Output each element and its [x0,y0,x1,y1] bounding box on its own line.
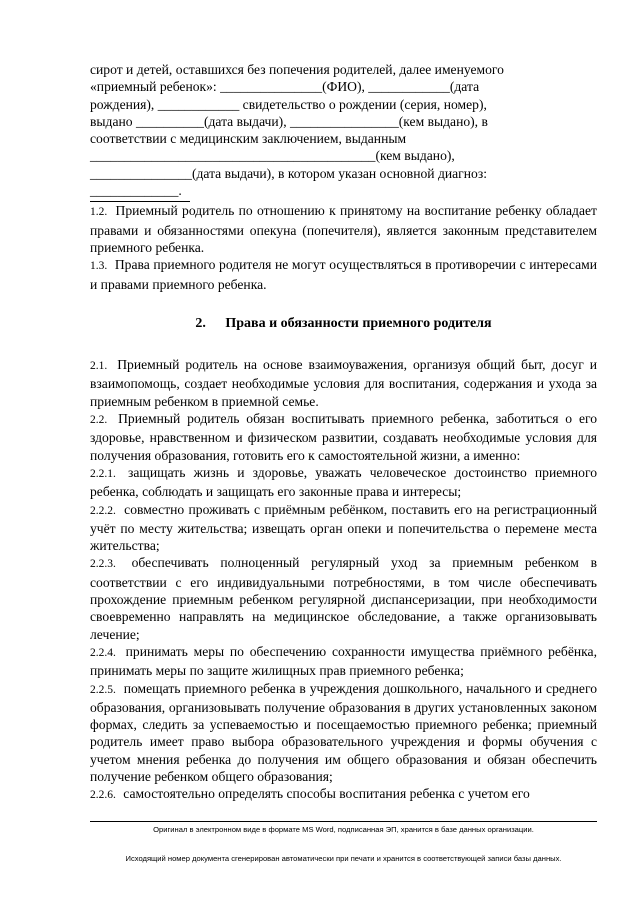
clause-number: 2.2.5. [90,683,116,696]
intro-line: выдано __________(дата выдачи), ________________(кем выдано), в [90,113,488,129]
clause-2-2-6 [90,785,597,804]
intro-line: рождения), ____________ свидетельство о рождении (серия, номер), [90,96,487,112]
clause-2-2-3 [90,554,597,642]
clause-text: Приемный родитель на основе взаимоуважения, организуя общий быт, досуг и взаимопомощь, создает необходимые условия для воспитания, содержания и ухода за приемным ребенком в приемной семье. [90,357,597,409]
clause-text: обеспечивать полноценный регулярный уход за приемным ребенком в соответствии с его индивидуальными потребностями, в том числе обеспечивать прохождение приемным ребенком регулярной диспансеризации, при необходимости своевременно направлять на медицинское обследование, а также организовывать лечение; [90,555,597,642]
clause-text: Приемный родитель по отношению к принятому на воспитание ребенку обладает правами и обязанностями опекуна (попечителя), является законным представителем приемного ребенка. [90,203,597,255]
clause-1-2 [90,202,597,256]
clause-2-2 [90,410,597,464]
clause-text: помещать приемного ребенка в учреждения дошкольного, начального и среднего образования, организовывать получение образования в других установленных законом формах, следить за успеваемостью и посещаемостью приемного ребенка; приемный родитель имеет право выбора образовательного учреждения и формы обучения с учетом мнения ребенка до получения им общего образования и обязан обеспечить получение ребенком общего образования; [90,680,597,784]
intro-line: _____________. [90,183,182,199]
clause-2-2-4 [90,643,597,680]
clause-number: 1.3. [90,260,108,273]
clause-number: 2.2.6. [90,789,116,802]
clause-text: Приемный родитель обязан воспитывать приемного ребенка, заботиться о его здоровье, нравственном и физическом развитии, создавать необходимые условия для получения образования, готовить его к самостоятельной жизни, а именно: [90,411,598,463]
intro-line: соответствии с медицинским заключением, выданным [90,131,407,147]
intro-line: «приемный ребенок»: _______________(ФИО), ____________(дата [90,79,480,95]
intro-line: __________________________________________(кем выдано), [90,148,455,164]
clause-1-3 [90,256,597,293]
clause-number: 1.2. [90,206,108,219]
clause-number: 2.2.4. [90,646,116,659]
document-body [90,61,597,805]
clause-text: защищать жизнь и здоровье, уважать человеческое достоинство приемного ребенка, соблюдать и защищать его законные права и интересы; [90,464,597,500]
clause-number: 2.1. [90,360,108,373]
clause-text: самостоятельно определять способы воспитания ребенка с учетом его [123,786,530,802]
section-number: 2. [195,315,206,331]
clause-number: 2.2.3. [90,558,116,571]
clause-number: 2.2.1. [90,467,116,480]
footer-number-note: Исходящий номер документа сгенерирован автоматически при печати и хранится в соответствующей записи базы данных. [125,854,562,863]
page-footer [90,821,597,863]
clause-2-2-2 [90,501,597,555]
intro-line: сирот и детей, оставшихся без попечения родителей, далее именуемого [90,62,504,77]
section-title: Права и обязанности приемного родителя [225,315,492,331]
clause-2-2-5 [90,680,597,786]
clause-text: Права приемного родителя не могут осуществляться в противоречии с интересами и правами приемного ребенка. [90,257,597,292]
clause-number: 2.2. [90,414,108,427]
clause-2-1 [90,356,597,410]
clause-number: 2.2.2. [90,504,116,517]
clause-text: совместно проживать с приёмным ребёнком, поставить его на регистрационный учёт по месту жительства; извещать орган опеки и попечительства о перемене места жительства; [90,501,598,554]
section-heading [90,315,597,332]
clause-2-2-1 [90,464,597,501]
intro-paragraph [90,61,597,199]
footer-original-note: Оригинал в электронном виде в формате MS Word, подписанная ЭП, хранится в базе данных организации. [153,825,534,834]
clause-text: принимать меры по обеспечению сохранности имущества приёмного ребёнка, принимать меры по защите жилищных прав приемного ребенка; [90,643,597,679]
intro-line: _______________(дата выдачи), в котором указан основной диагноз: [90,165,487,181]
